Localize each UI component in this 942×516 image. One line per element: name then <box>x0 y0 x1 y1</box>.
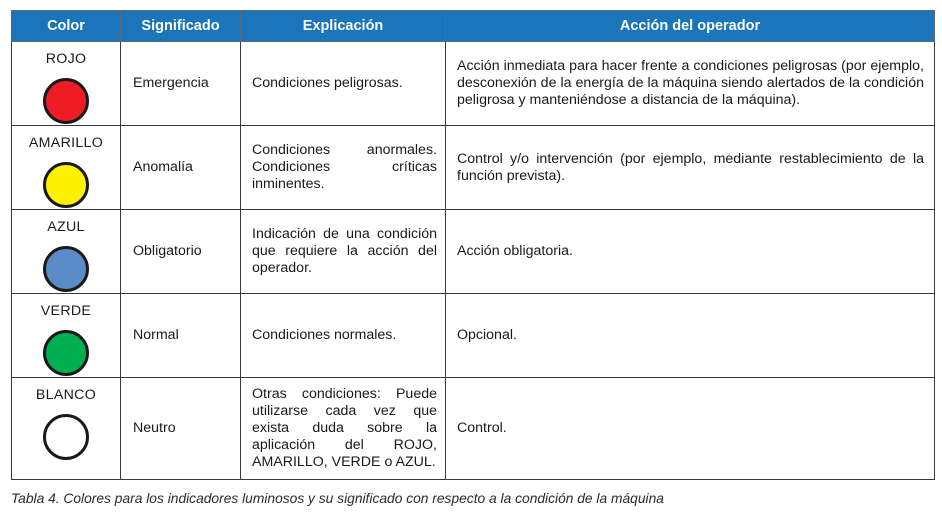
green-lamp-icon <box>43 330 89 376</box>
explicacion-cell: Condiciones peligrosas. <box>241 42 446 126</box>
accion-cell: Control. <box>446 378 935 480</box>
accion-cell: Acción obligatoria. <box>446 210 935 294</box>
table-row-verde <box>12 294 935 378</box>
blue-lamp-icon <box>43 246 89 292</box>
header-explicacion: Explicación <box>241 11 446 42</box>
accion-cell: Opcional. <box>446 294 935 378</box>
accion-cell: Acción inmediata para hacer frente a condiciones peligrosas (por ejemplo, desconexión de la energía de la máquina siendo alertados de la condición peligrosa y manteniéndose a distancia de la máquina). <box>446 42 935 126</box>
color-cell <box>12 126 121 210</box>
table-row-blanco <box>12 378 935 480</box>
explicacion-cell: Otras condiciones: Puede utilizarse cada vez que exista duda sobre la aplicación del ROJO, AMARILLO, VERDE o AZUL. <box>241 378 446 480</box>
significado-cell: Obligatorio <box>121 210 241 294</box>
significado-cell: Anomalía <box>121 126 241 210</box>
accion-cell: Control y/o intervención (por ejemplo, mediante restablecimiento de la función prevista). <box>446 126 935 210</box>
header-accion: Acción del operador <box>446 11 935 42</box>
significado-cell: Normal <box>121 294 241 378</box>
significado-cell: Emergencia <box>121 42 241 126</box>
table-header-row <box>12 11 935 42</box>
color-cell <box>12 378 121 480</box>
color-indicator-table <box>11 10 935 480</box>
red-lamp-icon <box>43 78 89 124</box>
explicacion-cell: Condiciones normales. <box>241 294 446 378</box>
color-cell <box>12 42 121 126</box>
color-cell <box>12 210 121 294</box>
explicacion-cell: Indicación de una condición que requiere la acción del operador. <box>241 210 446 294</box>
color-name: AZUL <box>47 219 85 235</box>
header-significado: Significado <box>121 11 241 42</box>
yellow-lamp-icon <box>43 162 89 208</box>
header-color: Color <box>12 11 121 42</box>
table-caption: Tabla 4. Colores para los indicadores luminosos y su significado con respecto a la condición de la máquina <box>11 491 664 506</box>
table-row-rojo <box>12 42 935 126</box>
table-row-amarillo <box>12 126 935 210</box>
color-cell <box>12 294 121 378</box>
color-name: VERDE <box>40 303 92 319</box>
explicacion-cell: Condiciones anormales. Condiciones críticas inminentes. <box>241 126 446 210</box>
table-row-azul <box>12 210 935 294</box>
color-name: AMARILLO <box>28 135 104 151</box>
color-name: ROJO <box>45 51 87 67</box>
color-name: BLANCO <box>35 387 97 403</box>
white-lamp-icon <box>43 414 89 460</box>
significado-cell: Neutro <box>121 378 241 480</box>
